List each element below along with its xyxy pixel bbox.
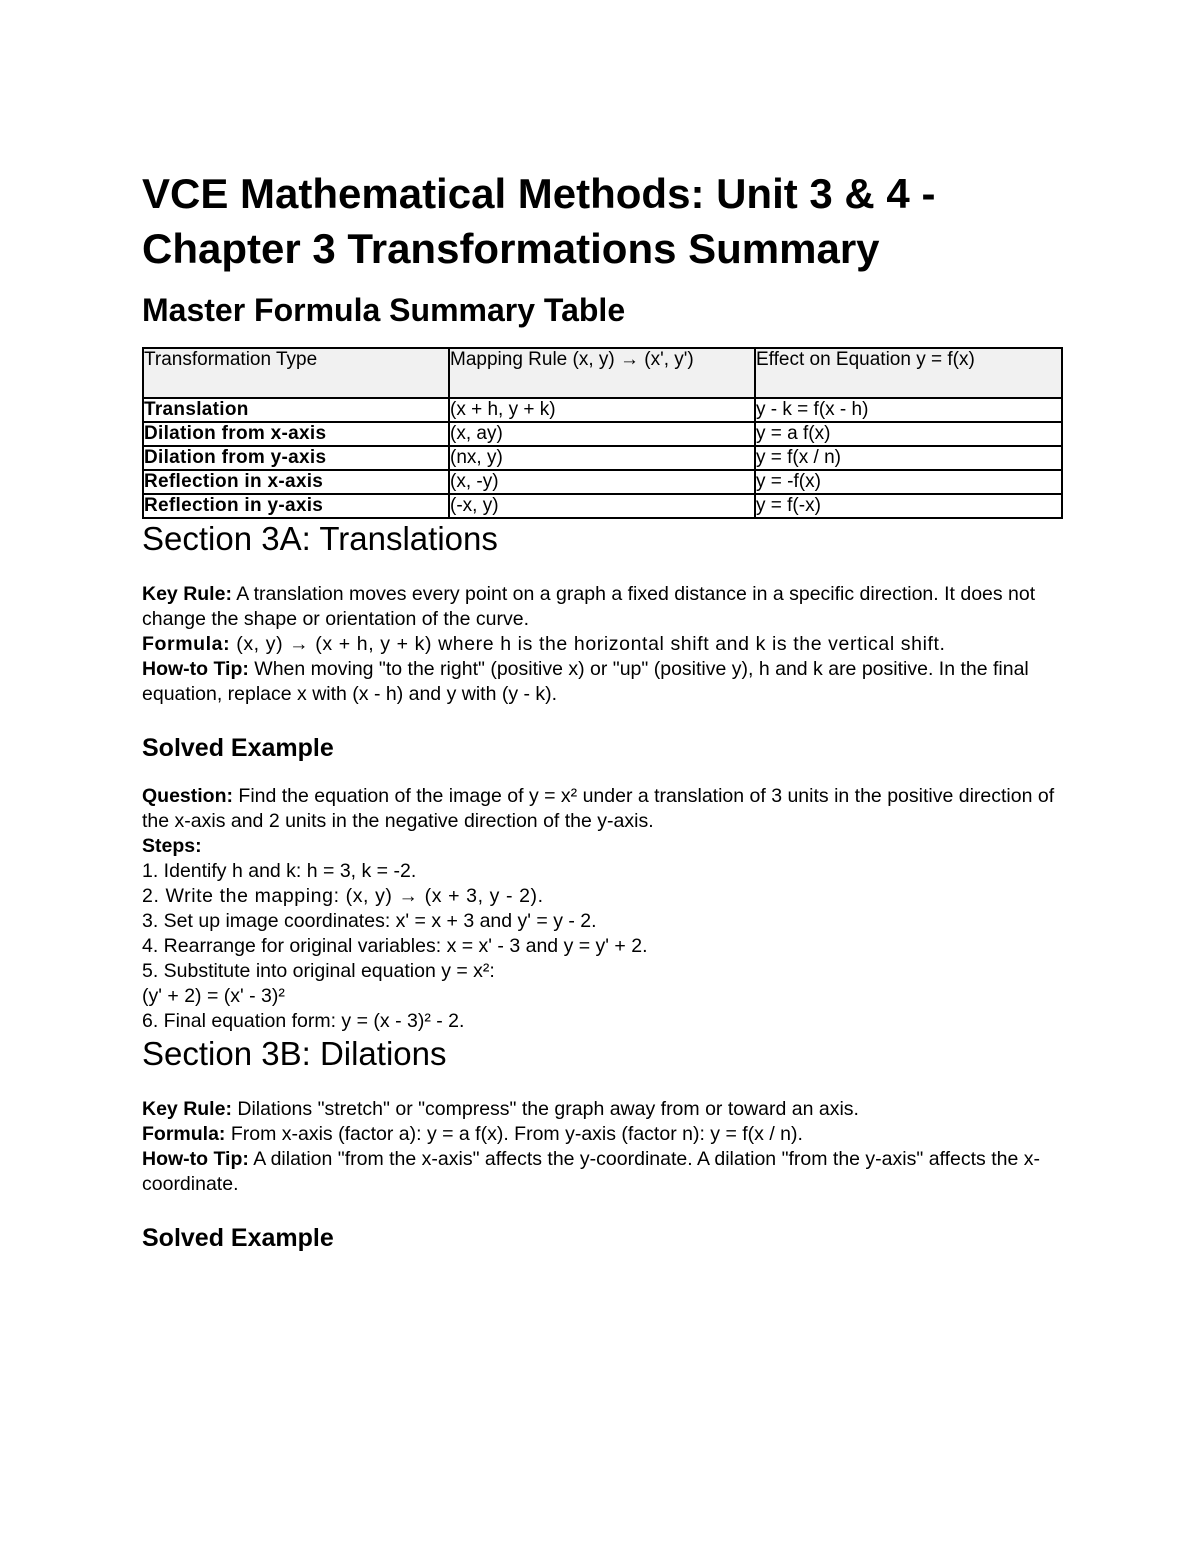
key-rule-paragraph [142,1097,1062,1122]
table-row [143,422,1062,446]
table-row [143,398,1062,422]
cell-effect: y - k = f(x - h) [755,398,1062,422]
formula-paragraph [142,1122,1062,1147]
header-effect-on-equation: Effect on Equation y = f(x) [755,348,1062,398]
cell-type: Reflection in y-axis [143,494,449,518]
question-paragraph [142,784,1062,834]
tip-paragraph [142,1147,1062,1197]
formula-summary-table [142,347,1063,519]
cell-effect: y = f(-x) [755,494,1062,518]
table-header-row [143,348,1062,398]
table-heading: Master Formula Summary Table [142,292,626,328]
step-item: 5. Substitute into original equation y = x²: [142,960,495,982]
section-3b-heading: Section 3B: Dilations [142,1035,447,1072]
table-row [143,470,1062,494]
key-rule-label: Key Rule: [142,1098,232,1120]
cell-mapping: (-x, y) [449,494,755,518]
header-transformation-type: Transformation Type [143,348,449,398]
cell-effect: y = a f(x) [755,422,1062,446]
section-3a-heading: Section 3A: Translations [142,520,498,557]
solved-example-heading: Solved Example [142,734,334,762]
steps-label-paragraph [142,834,1062,859]
step-item: 3. Set up image coordinates: x' = x + 3 and y' = y - 2. [142,910,597,932]
question-label: Question: [142,785,233,807]
steps-label: Steps: [142,835,202,857]
tip-label: How-to Tip: [142,1148,249,1170]
tip-text: A dilation "from the x-axis" affects the y-coordinate. A dilation "from the y-axis" affects the x-coordinate. [142,1148,1040,1195]
key-rule-text: Dilations "stretch" or "compress" the graph away from or toward an axis. [231,1098,859,1120]
cell-mapping: (x, -y) [449,470,755,494]
tip-text: When moving "to the right" (positive x) or "up" (positive y), h and k are positive. In the final equation, replace x with (x - h) and y with (y - k). [142,658,1029,705]
formula-paragraph [142,632,1062,657]
step-item: (y' + 2) = (x' - 3)² [142,985,285,1007]
document-content [142,166,1062,1274]
formula-text: (x, y) → (x + h, y + k) where h is the horizontal shift and k is the vertical shift. [230,633,946,655]
title-line-1: VCE Mathematical Methods: Unit 3 & 4 - [142,170,936,217]
step-item: 1. Identify h and k: h = 3, k = -2. [142,860,417,882]
cell-mapping: (x + h, y + k) [449,398,755,422]
step-item: 4. Rearrange for original variables: x = x' - 3 and y = y' + 2. [142,935,648,957]
section-3a-body [142,582,1062,707]
step-item: 6. Final equation form: y = (x - 3)² - 2. [142,1010,465,1032]
cell-type: Reflection in x-axis [143,470,449,494]
solved-example-heading: Solved Example [142,1224,334,1252]
tip-label: How-to Tip: [142,658,249,680]
solved-example-body [142,784,1062,1034]
formula-label: Formula: [142,633,231,655]
cell-effect: y = -f(x) [755,470,1062,494]
cell-type: Dilation from y-axis [143,446,449,470]
title-line-2: Chapter 3 Transformations Summary [142,225,880,272]
formula-label: Formula: [142,1123,226,1145]
cell-type: Dilation from x-axis [143,422,449,446]
header-mapping-rule: Mapping Rule (x, y) → (x', y') [449,348,755,398]
key-rule-label: Key Rule: [142,583,232,605]
cell-mapping: (x, ay) [449,422,755,446]
document-title [142,166,1062,276]
question-text: Find the equation of the image of y = x² under a translation of 3 units in the positive direction of the x-axis and 2 units in the negative direction of the y-axis. [142,785,1055,832]
cell-mapping: (nx, y) [449,446,755,470]
tip-paragraph [142,657,1062,707]
cell-type: Translation [143,398,449,422]
section-3b-body [142,1097,1062,1197]
formula-text: From x-axis (factor a): y = a f(x). From y-axis (factor n): y = f(x / n). [225,1123,803,1145]
key-rule-paragraph [142,582,1062,632]
step-item: 2. Write the mapping: (x, y) → (x + 3, y - 2). [142,885,544,907]
table-row [143,446,1062,470]
table-row [143,494,1062,518]
key-rule-text: A translation moves every point on a graph a fixed distance in a specific direction. It does not change the shape or orientation of the curve. [142,583,1036,630]
cell-effect: y = f(x / n) [755,446,1062,470]
